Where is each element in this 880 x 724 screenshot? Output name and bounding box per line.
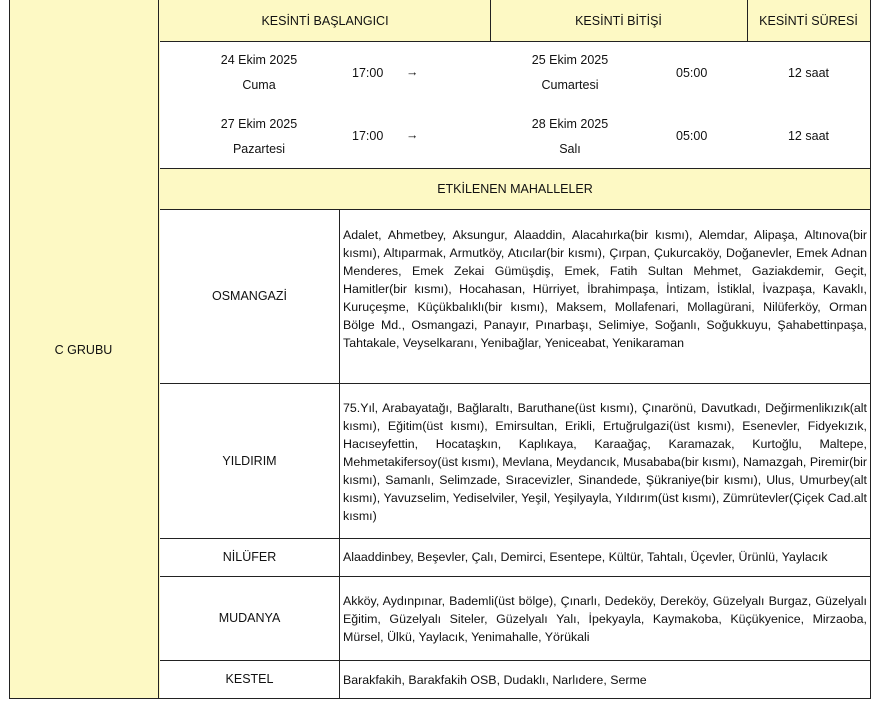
district-nilufer: NİLÜFER (222, 550, 277, 564)
header-start (160, 0, 490, 41)
district-kestel: KESTEL (225, 672, 274, 686)
header-start-label: KESİNTİ BAŞLANGICI (261, 13, 389, 28)
affected-title (160, 168, 870, 209)
outage-2-end-time: 05:00 (676, 129, 708, 143)
outage-1-end-date: 25 Ekim 2025 Cumartesi (531, 53, 609, 92)
district-osmangazi: OSMANGAZİ (211, 289, 287, 303)
outage-1-duration: 12 saat (787, 66, 829, 80)
district-yildirim: YILDIRIM (222, 453, 277, 468)
neighborhoods-nilufer: Alaaddinbey, Beşevler, Çalı, Demirci, Esentepe, Kültür, Tahtalı, Üçevler, Ürünlü, Yaylacık (343, 550, 828, 564)
outage-1-arrow: → (406, 65, 419, 79)
header-end (490, 0, 747, 41)
group-label: C GRUBU (54, 342, 113, 357)
outage-2-arrow: → (406, 128, 419, 142)
outage-2-duration: 12 saat (787, 129, 829, 143)
neighborhoods-osmangazi: Adalet, Ahmetbey, Aksungur, Alaaddin, Alacahırka(bir kısmı), Alemdar, Alipaşa, Altınova(bir kısmı), Altıparmak, Armutköy, Atıcılar(bir kısmı), Çırpan, Çukurcaköy, Doğanevler, Emek Adnan Menderes, Emek Zekai Gümüşdiş, Emek, Fatih Sultan Mehmet, Gaziakdemir, Geçit, Hamitler(bir kısmı), Hocahasan, Hürriyet, İbrahimpaşa, İntizam, İstiklal, İvazpaşa, Kavaklı, Kuruçeşme, Küçükbalıklı(bir kısmı), Maksem, Mollafenari, Mollagürani, Nilüferköy, Orman Bölge Md., Osmangazi, Panayır, Pınarbaşı, Selimiye, Soğanlı, Soğukkuyu, Şahabettinpaşa, Tahtakale, Veyselkaranı, Yenibağlar, Yeniceabat, Yenikaraman (343, 228, 867, 350)
header-end-label: KESİNTİ BİTİŞİ (575, 13, 662, 28)
header-duration (747, 0, 870, 41)
outage-2-start-time: 17:00 (352, 129, 384, 143)
neighborhoods-yildirim: 75.Yıl, Arabayatağı, Bağlaraltı, Baruthane(üst kısmı), Çınarönü, Davutkadı, Değirmenlikızık(alt kısmı), Eğitim(üst kısmı), Emirsultan, Erikli, Ertuğrulgazi(üst kısmı), Esenevler, Fidyekızık, Hacıseyfettin, Hocataşkın, Kaplıkaya, Karaağaç, Karamazak, Kurtoğlu, Maltepe, Mehmetakifersoy(üst kısmı), Mevlana, Meydancık, Musababa(bir kısmı), Namazgah, Piremir(bir kısmı), Samanlı, Selimzade, Sıracevizler, Sinandede, Şükraniye(bir kısmı), Ulus, Umurbey(alt kısmı), Yavuzselim, Yediselviler, Yeşil, Yeşilyayla, Yıldırım(üst kısmı), Zümrütevler(Çiçek Cad.alt kısmı) (343, 401, 867, 523)
group-cell (9, 0, 159, 699)
neighborhoods-mudanya: Akköy, Aydınpınar, Bademli(üst bölge), Çınarlı, Dedeköy, Dereköy, Güzelyalı Burgaz, Güzelyalı Eğitim, Güzelyalı Siteler, Güzelyalı Yalı, İpekyayla, Kaymakoba, Küçükyenice, Mirzaoba, Mürsel, Ülkü, Yaylacık, Yenimahalle, Yörükali (343, 594, 867, 644)
affected-title-label: ETKİLENEN MAHALLELER (437, 181, 593, 196)
outage-1-start-time: 17:00 (352, 66, 384, 80)
outage-1-end-time: 05:00 (676, 66, 708, 80)
neighborhoods-kestel: Barakfakih, Barakfakih OSB, Dudaklı, Narlıdere, Serme (343, 673, 647, 687)
outage-2-end-date: 28 Ekim 2025 Salı (531, 117, 609, 156)
outage-1-start-date: 24 Ekim 2025 Cuma (220, 53, 298, 92)
header-duration-label: KESİNTİ SÜRESİ (759, 13, 858, 28)
outage-2-start-date: 27 Ekim 2025 Pazartesi (220, 117, 298, 156)
district-mudanya: MUDANYA (218, 611, 281, 625)
